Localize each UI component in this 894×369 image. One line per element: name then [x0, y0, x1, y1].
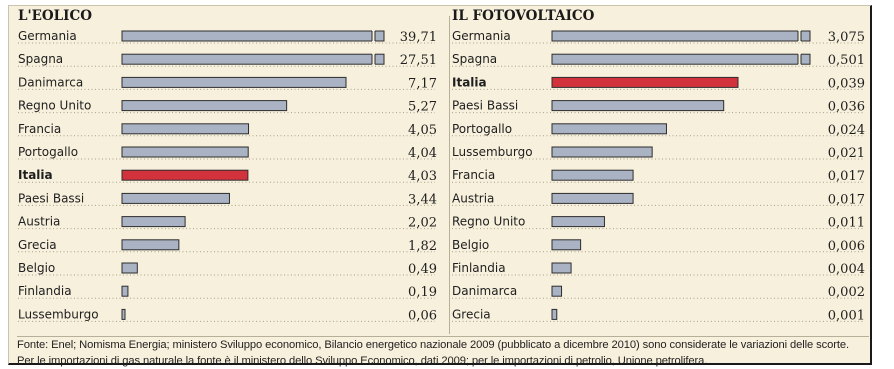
- fotovoltaico-category-label: Francia: [452, 168, 496, 183]
- fotovoltaico-bar: [552, 263, 571, 273]
- fotovoltaico-bar: [552, 193, 633, 203]
- fotovoltaico-bar: [552, 217, 604, 227]
- fotovoltaico-category-label: Germania: [452, 29, 511, 43]
- eolico-value-label: 4,05: [408, 122, 437, 138]
- eolico-value-label: 39,71: [399, 30, 437, 45]
- fotovoltaico-value-label: 0,006: [827, 238, 865, 254]
- eolico-category-label: Regno Unito: [18, 98, 92, 113]
- eolico-category-label: Austria: [18, 214, 61, 229]
- eolico-category-label: Portogallo: [18, 145, 79, 159]
- fotovoltaico-bar: [552, 147, 652, 157]
- fotovoltaico-value-label: 0,036: [827, 99, 865, 115]
- chart-fotovoltaico: [9, 6, 873, 336]
- fotovoltaico-category-label: Paesi Bassi: [452, 98, 519, 113]
- fotovoltaico-value-label: 0,021: [827, 146, 865, 161]
- fotovoltaico-title: IL FOTOVOLTAICO: [452, 8, 595, 24]
- source-note: Fonte: Enel; Nomisma Energia; ministero Sviluppo economico, Bilancio energetico nazionale 2009 (pubblicato a dicembre 2010) sono considerate le variazioni delle scorte. Per le importazioni di gas naturale la fonte è il ministero dello Sviluppo Economico, dati 2009; per le importazioni di petrolio, Unione petrolifera.: [17, 336, 869, 369]
- fotovoltaico-value-label: 0,039: [827, 76, 865, 92]
- eolico-value-label: 0,49: [408, 262, 437, 277]
- eolico-value-label: 4,04: [408, 146, 437, 161]
- eolico-value-label: 3,44: [408, 192, 437, 208]
- eolico-value-label: 5,27: [408, 99, 437, 115]
- eolico-value-label: 0,06: [408, 308, 437, 324]
- eolico-category-label: Finlandia: [18, 284, 72, 299]
- fotovoltaico-category-label: Regno Unito: [452, 214, 526, 229]
- fotovoltaico-category-label: Austria: [452, 191, 495, 206]
- fotovoltaico-bar: [552, 31, 810, 41]
- fotovoltaico-category-label: Portogallo: [452, 121, 513, 136]
- eolico-title: L'EOLICO: [18, 8, 92, 24]
- fotovoltaico-value-label: 0,002: [827, 285, 865, 301]
- fotovoltaico-category-label: Grecia: [452, 307, 491, 322]
- eolico-value-label: 7,17: [408, 76, 437, 92]
- eolico-category-label: Danimarca: [18, 75, 84, 90]
- fotovoltaico-value-label: 0,004: [827, 262, 865, 277]
- fotovoltaico-value-label: 0,024: [827, 122, 865, 138]
- fotovoltaico-category-label: Spagna: [452, 52, 498, 67]
- fotovoltaico-category-label: Danimarca: [452, 284, 518, 299]
- eolico-value-label: 1,82: [408, 238, 437, 254]
- eolico-category-label: Grecia: [18, 237, 57, 252]
- eolico-category-label: Francia: [18, 121, 62, 136]
- fotovoltaico-value-label: 0,501: [827, 53, 865, 69]
- fotovoltaico-bar: [552, 101, 724, 111]
- eolico-category-label: Germania: [18, 29, 77, 43]
- fotovoltaico-bar: [552, 170, 633, 180]
- eolico-category-label: Spagna: [18, 52, 64, 67]
- eolico-category-label: Belgio: [18, 261, 56, 275]
- fotovoltaico-value-label: 0,017: [827, 192, 865, 208]
- fotovoltaico-bar: [552, 77, 738, 87]
- fotovoltaico-category-label: Finlandia: [452, 261, 506, 275]
- eolico-value-label: 0,19: [408, 285, 437, 301]
- fotovoltaico-value-label: 0,001: [827, 308, 865, 324]
- chart-panel: [8, 5, 872, 365]
- eolico-value-label: 4,03: [408, 169, 437, 185]
- fotovoltaico-category-label: Italia: [452, 75, 487, 90]
- fotovoltaico-category-label: Lussemburgo: [452, 145, 533, 159]
- fotovoltaico-value-label: 0,017: [827, 169, 865, 185]
- eolico-category-label: Lussemburgo: [18, 307, 99, 322]
- fotovoltaico-value-label: 0,011: [827, 215, 865, 231]
- fotovoltaico-bar: [552, 286, 562, 296]
- fotovoltaico-bar: [552, 240, 581, 250]
- eolico-value-label: 27,51: [399, 53, 437, 69]
- eolico-category-label: Paesi Bassi: [18, 191, 85, 206]
- fotovoltaico-bar: [552, 309, 557, 319]
- eolico-value-label: 2,02: [408, 215, 437, 231]
- fotovoltaico-bar: [552, 124, 666, 134]
- fotovoltaico-bar: [552, 54, 810, 64]
- eolico-category-label: Italia: [18, 168, 53, 183]
- fotovoltaico-category-label: Belgio: [452, 237, 490, 252]
- fotovoltaico-value-label: 3,075: [827, 30, 865, 45]
